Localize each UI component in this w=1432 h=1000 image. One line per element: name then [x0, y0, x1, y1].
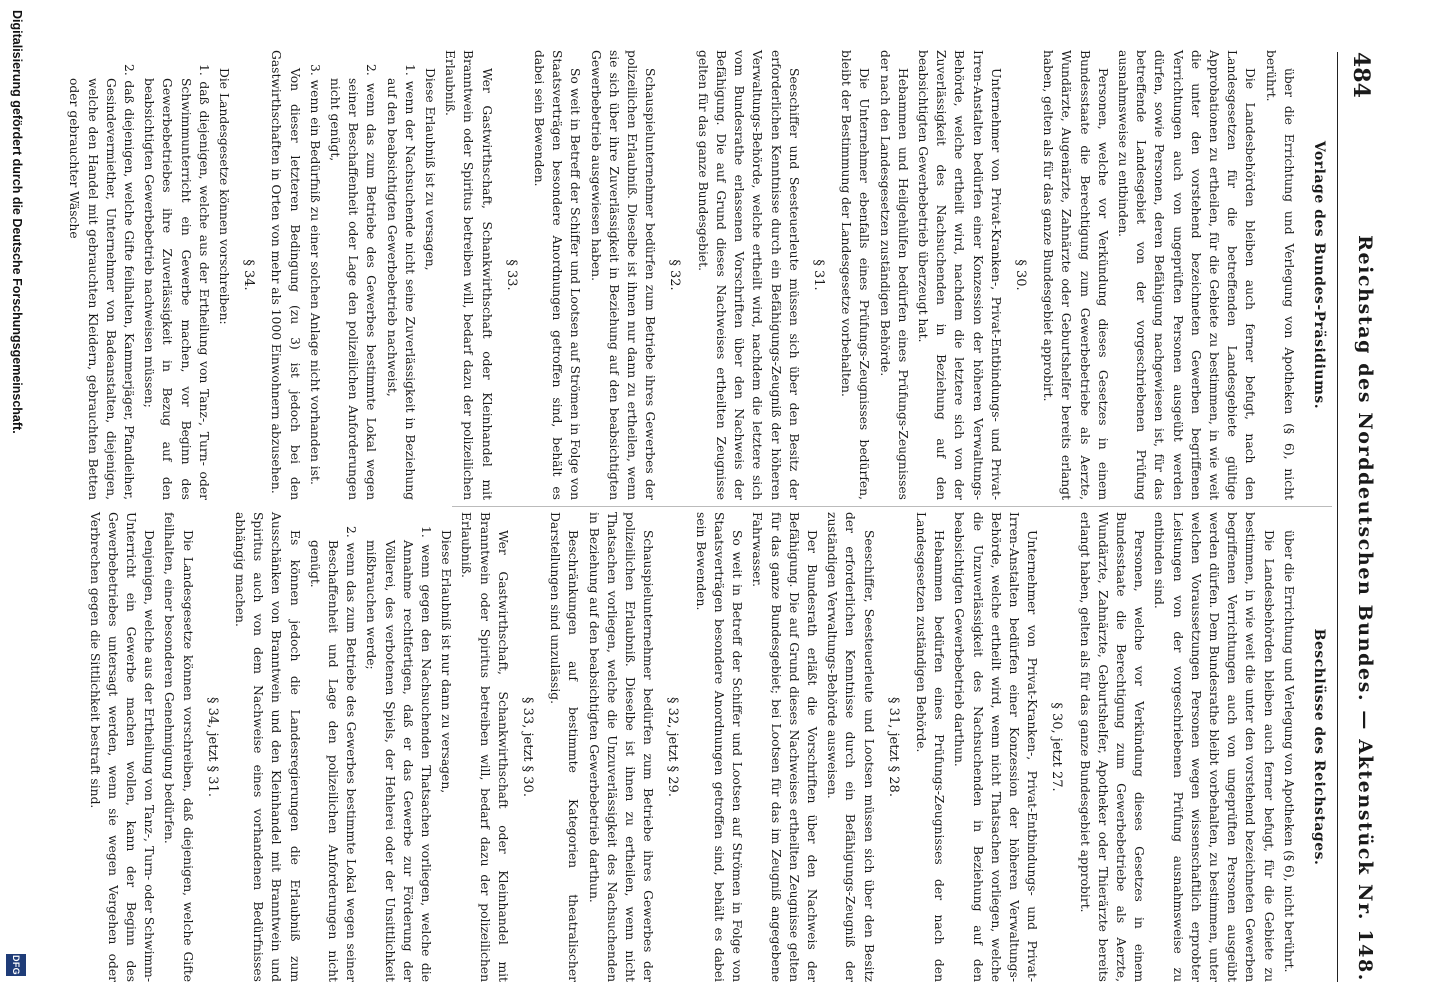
list-item: 2. wenn das zum Betriebe des Gewerbes bestimmte Lokal wegen seiner Beschaffenheit und Lage den polizeilichen Anforderungen nicht genügt.: [307, 526, 359, 982]
digitization-footer: [0, 0, 30, 1000]
paragraph: Die Unternehmer ebenfalls eines Prüfungs-Zeugnisses bedürfen, bleibt der Bestimmung der Landesgesetze vorbehalten.: [839, 50, 872, 500]
paragraph: So weit in Betreff der Schiffer und Lootsen auf Strömen in Folge von Staatsverträgen besondere Anordnungen getroffen sind, behält es dabei sein Bewenden.: [693, 512, 745, 982]
section-heading: § 30, jetzt 27.: [1049, 702, 1065, 792]
left-column-title: Vorlage des Bundes-Präsidiums.: [1311, 140, 1327, 410]
paragraph: Die Landesgesetze können vorschreiben, daß diejenigen, welche Gifte feilhalten, einer besonderen Genehmigung bedürfen.: [162, 512, 195, 982]
paragraph: Diese Erlaubniß ist nur dann zu versagen,: [439, 530, 454, 794]
list-item: 2. daß diejenigen, welche Gifte feilhalten, Kammerjäger, Pfandleiher, Gesindevermiether, Unternehmer von Badeanstalten, diejenigen, welche den Handel mit gebrauchten Kleidern, gebrauchten Betten oder gebrauchter Wäsche: [67, 64, 137, 500]
paragraph: Die Landesgesetze können vorschreiben:: [217, 68, 232, 325]
paragraph: Wer Gastwirthschaft, Schankwirthschaft oder Kleinhandel mit Branntwein oder Spiritus betreiben will, bedarf dazu der polizeilichen Erlaubniß.: [459, 512, 510, 982]
paragraph: Der Bundesrath erläßt die Vorschriften über den Nachweis der Befähigung. Die auf Grund dieses Nachweises ertheilten Zeugnisse gelten für das ganze Bundesgebiet; bei Lootsen für das im Zeugniß angegebene Fahrwasser.: [750, 512, 819, 982]
column-divider: [452, 506, 1332, 507]
paragraph: Unternehmer von Privat-Kranken-, Privat-Entbindungs- und Privat-Irren-Anstalten bedürfen einer Konzession der höheren Verwaltungs-Behörde, welche ertheilt wird, nachdem die letztere sich von der Zuverlässigkeit des Nachsuchenden in Beziehung auf den beabsichtigten Gewerbebetrieb überzeugt hat.: [915, 50, 1003, 500]
list-item: 3. wenn ein Bedürfniß zu einer solchen Anlage nicht vorhanden ist.: [307, 64, 322, 485]
paragraph: Schauspielunternehmer bedürfen zum Betriebe ihres Gewerbes der polizeilichen Erlaubniß. Dieselbe ist ihnen nur dann zu ertheilen, wenn sie sich über ihre Zuverlässigkeit in Beziehung auf den beabsichtigten Gewerbebetrieb ausgewiesen haben.: [588, 50, 658, 500]
left-column-body: [65, 50, 1298, 500]
paragraph: über die Errichtung und Verlegung von Apotheken (§ 6), nicht berührt.: [1281, 530, 1296, 973]
section-heading: § 31.: [810, 259, 826, 291]
paragraph: über die Errichtung und Verlegung von Apotheken (§ 6), nicht berührt.: [1263, 50, 1296, 500]
section-heading: § 32, jetzt § 29.: [665, 697, 681, 797]
section-heading: § 32.: [667, 259, 683, 291]
paragraph: Seeschiffer, Seesteuerleute und Lootsen müssen sich über den Besitz der erforderlichen Kenntnisse durch ein Befähigungs-Zeugniß der zuständigen Verwaltungs-Behörde ausweisen.: [825, 512, 876, 982]
digitization-note: Digitalisierung gefördert durch die Deutsche Forschungsgemeinschaft.: [10, 10, 24, 434]
paragraph: Hebammen bedürfen eines Prüfungs-Zeugnisses der nach den Landesgesetzen zuständigen Behörde.: [913, 512, 947, 982]
list-item: 1. wenn gegen den Nachsuchenden Thatsachen vorliegen, welche die Annahme rechtfertigen, daß er das Gewerbe zur Förderung der Völlerei, des verbotenen Spiels, der Hehlerei oder der Unsittlichkeit mißbrauchen werde;: [364, 526, 434, 982]
paragraph: Die Landesbehörden bleiben auch ferner befugt, für die Gebiete zu bestimmen, in wie weit die unter den vorstehend bezeichneten Gewerben begriffenen Verrichtungen auch von ungeprüften Personen ausgeübt werden dürfen. Dem Bundesrathe bleibt vorbehalten, zu bestimmen, unter welchen Voraussetzungen Personen wegen wissenschaftlich erprobter Leistungen von der vorgeschriebenen Prüfung ausnahmsweise zu entbinden sind.: [1152, 512, 1276, 982]
paragraph: Denjenigen, welche aus der Ertheilung von Tanz-, Turn- oder Schwimm-Unterricht ein Gewerbe machen wollen, kann der Beginn des Gewerbebetriebes untersagt werden, wenn sie wegen Vergehen oder Verbrechen gegen die Sittlichkeit bestraft sind.: [87, 512, 157, 982]
section-heading: § 34, jetzt § 31.: [204, 697, 220, 797]
right-column-title: Beschlüsse des Reichstages.: [1311, 628, 1327, 866]
section-heading: § 33, jetzt § 30.: [520, 697, 536, 797]
paragraph: Personen, welche vor Verkündung dieses Gesetzes in einem Bundesstaate die Berechtigung zum Gewerbebetriebe als Aerzte, Wundärzte, Augenärzte, Zahnärzte oder Geburtshelfer bereits erlangt haben, gelten als für das ganze Bundesgebiet approbirt.: [1041, 50, 1110, 500]
paragraph: Unternehmer von Privat-Kranken-, Privat-Entbindungs- und Privat-Irren-Anstalten bedürfen einer Konzession der höheren Verwaltungs-Behörde, welche ertheilt wird, wenn nicht Thatsachen vorliegen, welche die Unzuverlässigkeit des Nachsuchenden in Beziehung auf den beabsichtigten Gewerbebetrieb darthun.: [952, 512, 1040, 982]
page-header: [1337, 52, 1382, 982]
paragraph: So weit in Betreff der Schiffer und Lootsen auf Strömen in Folge von Staatsverträgen besondere Anordnungen getroffen sind, behält es dabei sein Bewenden.: [532, 50, 583, 500]
paragraph: Schauspielunternehmer bedürfen zum Betriebe ihres Gewerbes der polizeilichen Erlaubniß. Dieselbe ist ihnen zu ertheilen, wenn nicht Thatsachen vorliegen, welche die Unzuverlässigkeit des Nachsuchenden in Beziehung auf den beabsichtigten Gewerbebetrieb darthun.: [586, 512, 656, 982]
right-column: [83, 512, 1332, 982]
paragraph: Hebammen und Heilgehülfen bedürfen eines Prüfungs-Zeugnisses der nach den Landesgesetzen zuständigen Behörde.: [877, 50, 910, 500]
list-item: 2. wenn das zum Betriebe des Gewerbes bestimmte Lokal wegen seiner Beschaffenheit oder Lage den polizeilichen Anforderungen nicht genügt,: [328, 64, 379, 500]
list-item: 1. daß diejenigen, welche aus der Ertheilung von Tanz-, Turn- oder Schwimmunterricht ein Gewerbe machen, vor Beginn des Gewerbebetriebes ihre Zuverlässigkeit in Bezug auf den beabsichtigten Gewerbebetrieb nachweisen müssen;: [142, 64, 211, 500]
left-column: [63, 50, 1332, 500]
section-heading: § 33.: [503, 259, 519, 291]
right-column-body: [85, 512, 1297, 982]
list-item: 1. wenn der Nachsuchende nicht seine Zuverlässigkeit in Beziehung auf den beabsichtigten Gewerbebetrieb nachweist,: [384, 64, 417, 500]
running-title: Reichstag des Norddeutschen Bundes. — Aktenstück Nr. 148.: [1354, 235, 1376, 982]
page-number: 484: [1348, 52, 1374, 98]
paragraph: Personen, welche vor Verkündung dieses Gesetzes in einem Bundesstaate die Berechtigung zum Gewerbebetriebe als Aerzte, Wundärzte, Zahnärzte, Geburtshelfer, Apotheker oder Thierärzte bereits erlangt haben, gelten als für das ganze Bundesgebiet approbirt.: [1077, 512, 1147, 982]
section-heading: § 31, jetzt § 28.: [885, 697, 901, 797]
dfg-logo: DFG: [6, 954, 26, 976]
paragraph: Seeschiffer und Seesteuerleute müssen sich über den Besitz der erforderlichen Kenntnisse durch ein Befähigungs-Zeugniß der höheren Verwaltungs-Behörde, welche ertheilt wird, nachdem die letztere sich vom Bundesrathe erlassenen Vorschriften über den Nachweis der Befähigung. Die auf Grund dieses Nachweises ertheilten Zeugnisse gelten für das ganze Bundesgebiet.: [695, 50, 801, 500]
section-heading: § 30.: [1012, 259, 1028, 291]
paragraph: Die Landesbehörden bleiben auch ferner befugt, nach den Landesgesetzen für die betreffenden Landesgebiete gültige Approbationen zu ertheilen, für die Gebiete zu bestimmen, in wie weit die unter den vorstehend bezeichneten Gewerben begriffenen Verrichtungen auch von ungeprüften Personen ausgeübt werden dürfen, sowie Personen, deren Befähigung nachgewiesen ist, für das betreffende Landesgebiet von der vorgeschriebenen Prüfung ausnahmsweise zu entbinden.: [1115, 50, 1258, 500]
paragraph: Diese Erlaubniß ist zu versagen,: [423, 68, 438, 271]
paragraph: Von dieser letzteren Bedingung (zu 3) ist jedoch bei den Gastwirthschaften in Orten von mehr als 1000 Einwohnern abzusehen.: [269, 50, 302, 500]
paragraph: Wer Gastwirthschaft, Schankwirthschaft oder Kleinhandel mit Branntwein oder Spiritus betreiben will, bedarf dazu der polizeilichen Erlaubniß.: [443, 50, 494, 500]
paragraph: Es können jedoch die Landesregierungen die Erlaubniß zum Ausschänken von Branntwein und den Kleinhandel mit Branntwein und Spiritus auch von dem Nachweise eines vorhandenen Bedürfnisses abhängig machen.: [233, 512, 302, 982]
paragraph: Beschränkungen auf bestimmte Kategorien theatralischer Darstellungen sind unzulässig.: [548, 512, 581, 982]
section-heading: § 34.: [241, 259, 257, 291]
